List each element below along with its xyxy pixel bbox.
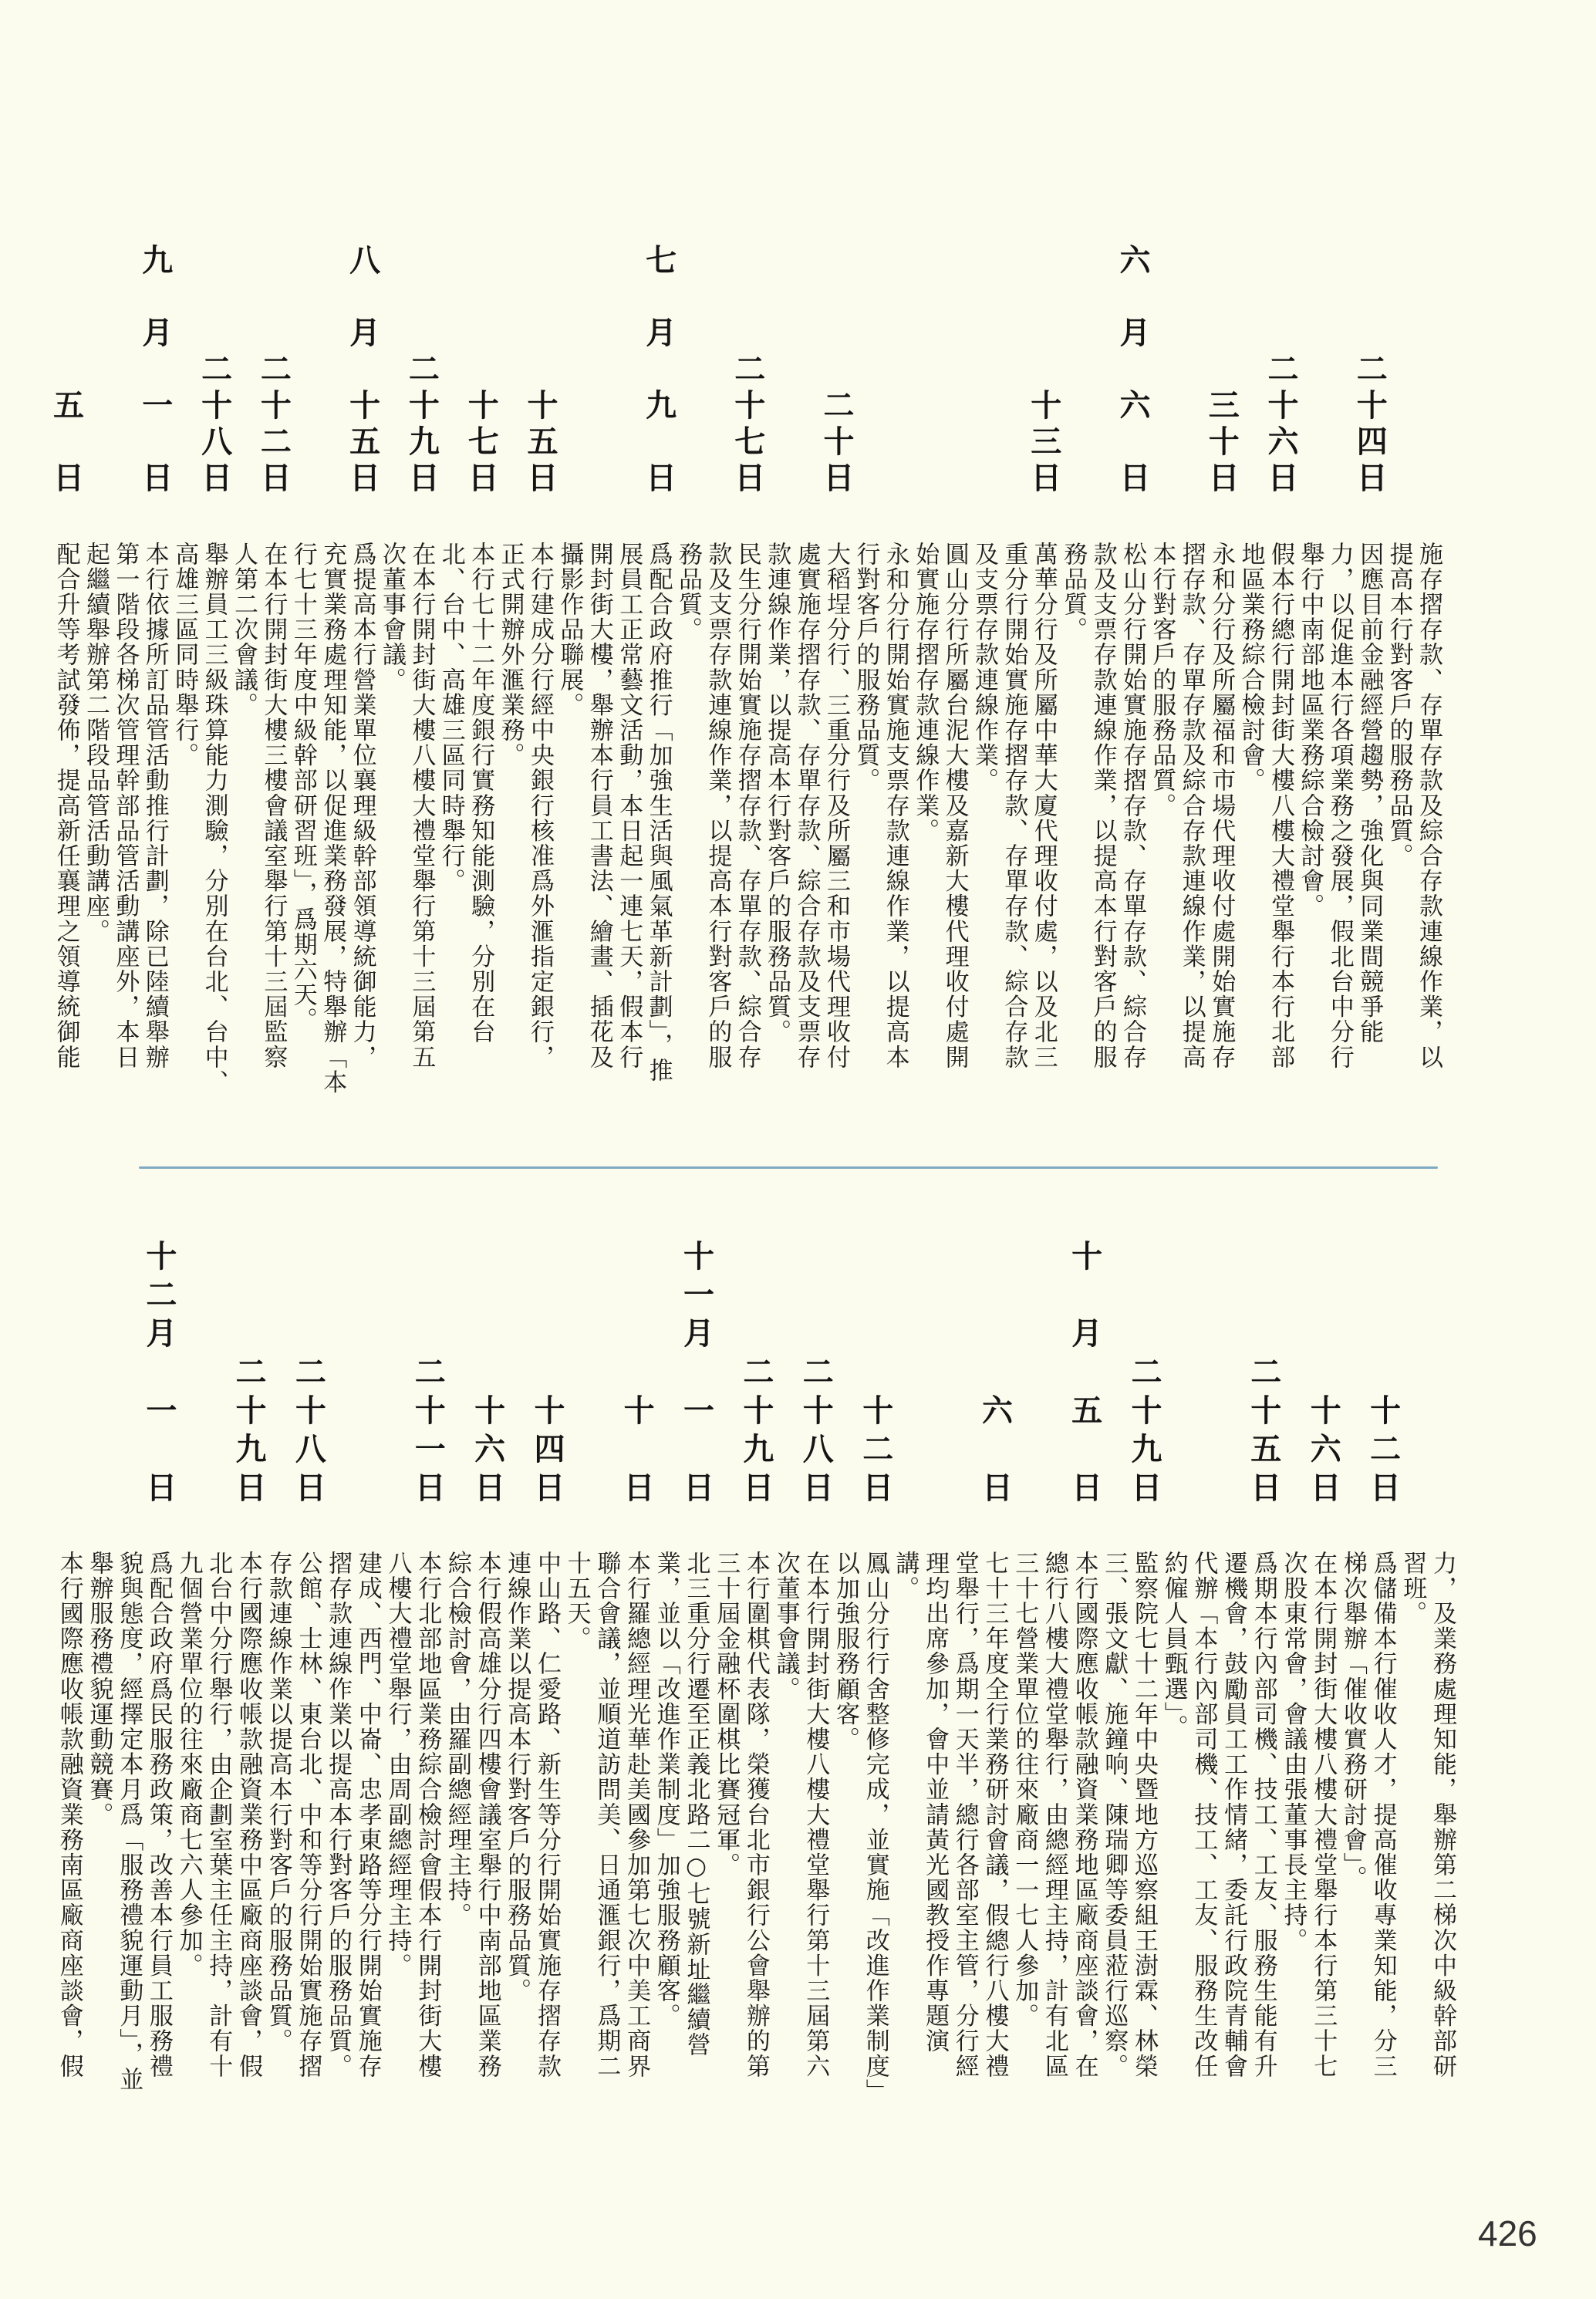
entry-text-column: 堂舉行，爲期一天半，總行各部室主管，分行經: [950, 1551, 979, 2079]
entry-text-column: 貌與態度，經擇定本月爲「服務禮貌運動月」，並: [115, 1551, 143, 2092]
entry-text-column: 本行七十二年度銀行實務知能測驗，分別在台: [467, 542, 495, 1045]
entry-text-column: 連線作業以提高本行對客戶的服務品質。: [503, 1551, 531, 2004]
entry-date: 十四日: [529, 1394, 565, 1510]
entry-text-column: 北台中分行舉行，由企劃室葉主任主持，計有十: [204, 1551, 233, 2079]
entry-text-column: 舉辦服務禮貌運動競賽。: [85, 1551, 113, 1828]
entry-text-column: 遷機會，鼓勵員工工作情緒，委託行政院青輔會: [1220, 1551, 1248, 2079]
month-label: 九月: [137, 244, 173, 389]
entry-text-column: 本行依據所訂品管活動推行計劃，除已陸續舉辦: [140, 542, 169, 1070]
entry-date: 二十九日: [737, 1355, 774, 1510]
entry-date: 二十七日: [729, 353, 765, 498]
entry-date: 二十九日: [1126, 1355, 1162, 1510]
entry-text-column: 攝影作品聯展。: [555, 542, 584, 718]
entry-text-column: 習班。: [1399, 1551, 1427, 1626]
entry-text-column: 代辦「本行內部司機、技工、工友、服務生改任: [1189, 1551, 1218, 2079]
entry-date: 二十九日: [231, 1355, 266, 1510]
entry-text-column: 開封街大樓，舉辦本行員工書法、繪畫、插花及: [585, 542, 613, 1070]
entry-text-column: 行七十三年度中級幹部研習班」，爲期六天。: [288, 542, 317, 1033]
page-number: 426: [1478, 2213, 1537, 2253]
entry-text-column: 以加強服務顧客。: [832, 1551, 859, 1752]
entry-text-column: 款及支票存款連線作業，以提高本行對客戶的服: [704, 542, 732, 1070]
entry-text-column: 約僱人員甄選」。: [1159, 1551, 1188, 1740]
entry-text-column: 在本行開封街大樓三樓會議室舉行第十三屆監察: [259, 542, 288, 1070]
entry-text-column: 爲配合政府爲民服務政策，改善本行員工服務禮: [144, 1551, 173, 2079]
entry-text-column: 八樓大禮堂舉行，由周副總經理主持。: [383, 1551, 412, 1979]
entry-text-column: 民生分行開始實施存摺存款、存單存款、綜合存: [733, 542, 761, 1070]
entry-text-column: 在本行開封街大樓八樓大禮堂舉行本行第三十七: [1309, 1551, 1338, 2079]
entry-text-column: 爲期本行內部司機、技工、工友、服務生能有升: [1249, 1551, 1277, 2079]
entry-text-column: 摺存款、存單存款及綜合存款連線作業，以提高: [1177, 542, 1206, 1070]
entry-text-column: 配合升等考試發佈，提高新任襄理之領導統御能: [52, 542, 80, 1070]
entry-text-column: 爲儲備本行催收人才，提高催收專業知能，分三: [1368, 1551, 1397, 2079]
entry-text-column: 因應目前金融經營趨勢，強化與同業間競爭能: [1355, 542, 1384, 1045]
entry-text-column: 起繼續舉辦第二階段品管活動講座。: [82, 542, 110, 944]
entry-date: 十二日: [1365, 1394, 1401, 1510]
entry-text-column: 三十七營業單位的往來廠商一一七人參加。: [1011, 1551, 1039, 2029]
entry-date: 九日: [640, 389, 677, 534]
entry-date: 二十八日: [196, 353, 232, 498]
entry-date: 六日: [977, 1394, 1013, 1548]
entry-text-column: 始實施存摺存款連線作業。: [911, 542, 940, 844]
entry-text-column: 九個營業單位的往來廠商七六人參加。: [174, 1551, 203, 1979]
entry-text-column: 處實施存摺存款、存單存款、綜合存款及支票存: [792, 542, 821, 1070]
entry-text-column: 本行北部地區業務綜合檢討會假本行開封街大樓: [413, 1551, 442, 2079]
entry-text-column: 公館、士林、東台北、中和等分行開始實施存摺: [294, 1551, 322, 2079]
entry-text-column: 提高本行對客戶的服務品質。: [1385, 542, 1413, 869]
entry-text-column: 充實業務處理知能，以促進業務發展，特舉辦「本: [319, 542, 347, 1095]
entry-text-column: 北、台中、高雄三區同時舉行。: [437, 542, 465, 894]
month-label: 六月: [1115, 244, 1150, 389]
entry-text-column: 七十三年度全行業務研討會議，假總行八樓大禮: [980, 1551, 1009, 2079]
entry-text-column: 本行國際應收帳款融資業務地區廠商座談會，在: [1070, 1551, 1098, 2079]
entry-date: 二十日: [818, 389, 854, 498]
entry-date: 十三日: [1025, 389, 1061, 498]
entry-text-column: 行對客戶的服務品質。: [852, 542, 880, 793]
entry-date: 十日: [619, 1394, 655, 1548]
entry-text-column: 本行圍棋代表隊，榮獲台北市銀行公會舉辦的第: [741, 1551, 770, 2079]
entry-text-column: 萬華分行及所屬中華大廈代理收付處，以及北三: [1029, 542, 1058, 1070]
entry-date: 二十五日: [1245, 1355, 1281, 1510]
entry-date: 二十八日: [290, 1355, 326, 1510]
entry-text-column: 人第二次會議。: [230, 542, 258, 718]
entry-text-column: 中山路、仁愛路、新生等分行開始實施存摺存款: [533, 1551, 561, 2079]
entry-text-column: 理均出席參加，會中並請黃光國教授作專題演: [921, 1551, 950, 2054]
month-label: 七月: [640, 244, 677, 389]
entry-text-column: 本行國際應收帳款融資業務南區廠商座談會，假: [55, 1551, 83, 2079]
entry-text-column: 本行對客戶的服務品質。: [1148, 542, 1176, 819]
entry-text-column: 及支票存款連線作業。: [970, 542, 998, 793]
entry-text-column: 款連線作業，以提高本行對客戶的服務品質。: [763, 542, 791, 1045]
entry-text-column: 三、張文獻、施鐘响、陳瑞卿等委員蒞行巡察。: [1100, 1551, 1129, 2079]
entry-text-column: 本行假高雄分行四樓會議室舉行中南部地區業務: [473, 1551, 501, 2079]
entry-date: 二十二日: [255, 353, 292, 498]
entry-text-column: 次董事會議。: [771, 1551, 800, 1702]
entry-date: 二十一日: [410, 1355, 446, 1510]
entry-text-column: 爲提高本行營業單位襄理級幹部領導統御能力，: [348, 542, 376, 1070]
entry-date: 二十六日: [1263, 353, 1298, 498]
entry-date: 一日: [140, 1394, 177, 1548]
entry-text-column: 梯次舉辦「催收實務研討會」。: [1338, 1551, 1367, 1891]
entry-text-column: 施存摺存款、存單存款及綜合存款連線作業，以: [1415, 542, 1442, 1070]
month-label: 十一月: [678, 1240, 714, 1355]
entry-text-column: 業，並以「改進作業制度」加強服務顧客。: [652, 1551, 680, 2029]
entry-text-column: 款及支票存款連線作業，以提高本行對客戶的服: [1088, 542, 1117, 1070]
entry-text-column: 舉行中南部地區業務綜合檢討會。: [1296, 542, 1324, 919]
entry-text-column: 本行羅總經理光華赴美國參加第七次中美工商界: [623, 1551, 651, 2079]
entry-date: 六日: [1115, 389, 1150, 534]
entry-text-column: 聯合會議，並順道訪問美、日通滙銀行，爲期二: [592, 1551, 621, 2079]
entry-text-column: 松山分行開始實施存摺存款、存單存款、綜合存: [1119, 542, 1146, 1070]
entry-date: 十五日: [522, 389, 558, 498]
entry-text-column: 重分行開始實施存摺存款、存單存款、綜合存款: [1000, 542, 1028, 1070]
entry-text-column: 本行建成分行經中央銀行核准爲外滙指定銀行，: [526, 542, 554, 1070]
entry-text-column: 圓山分行所屬台泥大樓及嘉新大樓代理收付處開: [940, 542, 969, 1070]
entry-text-column: 在本行開封街大樓八樓大禮堂舉行第十三屆第六: [801, 1551, 830, 2079]
entry-text-column: 摺存款連線作業以提高本行對客戶的服務品質。: [324, 1551, 353, 2079]
month-label: 十月: [1066, 1240, 1102, 1394]
entry-text-column: 本行國際應收帳款融資業務中區廠商座談會，假: [235, 1551, 262, 2079]
entry-date: 十七日: [463, 389, 499, 498]
entry-text-column: 務品質。: [674, 542, 702, 643]
entry-text-column: 北三重分行遷至正義北路二○七號新址繼續營: [682, 1551, 710, 2058]
entry-text-column: 次股東常會，會議由張董事長主持。: [1279, 1551, 1308, 1953]
entry-text-column: 假本行總行開封街大樓八樓大禮堂舉行本行北部: [1267, 542, 1294, 1070]
entry-text-column: 力，及業務處理知能，舉辦第二梯次中級幹部研: [1429, 1551, 1456, 2079]
entry-date: 二十八日: [798, 1355, 834, 1510]
entry-text-column: 次董事會議。: [378, 542, 406, 693]
entry-text-column: 鳳山分行行舍整修完成，並實施「改進作業制度」: [861, 1551, 889, 2105]
entry-text-column: 永和分行開始實施支票存款連線作業，以提高本: [881, 542, 909, 1070]
entry-date: 十六日: [1305, 1394, 1341, 1510]
entry-text-column: 展員工正常藝文活動，本日起一連七天，假本行: [615, 542, 643, 1070]
entry-date: 二十四日: [1351, 353, 1388, 498]
entry-text-column: 十五天。: [562, 1551, 591, 1652]
entry-date: 一日: [137, 389, 173, 534]
entry-text-column: 大稻埕分行、三重分行及所屬三和市場代理收付: [822, 542, 850, 1070]
entry-text-column: 務品質。: [1059, 542, 1088, 643]
entry-text-column: 舉辦員工三級珠算能力測驗，分別在台北、台中、: [200, 542, 228, 1095]
entry-text-column: 第一階段各梯次管理幹部品管活動講座外，本日: [111, 542, 140, 1070]
entry-text-column: 力，以促進本行各項業務之發展，假北台中分行: [1325, 542, 1354, 1070]
entry-text-column: 綜合檢討會，由羅副總經理主持。: [443, 1551, 471, 1928]
entry-text-column: 監察院七十二年中央暨地方巡察組王澍霖、林榮: [1130, 1551, 1158, 2079]
month-label: 十二月: [140, 1240, 177, 1355]
entry-text-column: 總行八樓大禮堂舉行，由總經理主持，計有北區: [1040, 1551, 1068, 2079]
entry-text-column: 建成、西門、中崙、忠孝東路等分行開始實施存: [353, 1551, 382, 2079]
entry-text-column: 地區業務綜合檢討會。: [1237, 542, 1265, 793]
entry-text-column: 爲配合政府推行「加強生活與風氣革新計劃」，推: [644, 542, 673, 1083]
entry-text-column: 在本行開封街大樓八樓大禮堂舉行第十三屆第五: [407, 542, 436, 1070]
entry-date: 十六日: [469, 1394, 505, 1510]
entry-text-column: 三十屆金融杯圍棋比賽冠軍。: [712, 1551, 741, 1878]
entry-date: 一日: [678, 1394, 714, 1548]
entry-text-column: 講。: [891, 1551, 919, 1602]
entry-text-column: 高雄三區同時舉行。: [170, 542, 199, 768]
entry-date: 五日: [1066, 1394, 1102, 1548]
entry-date: 二十九日: [403, 353, 440, 498]
entry-text-column: 永和分行及所屬福和市場代理收付處開始實施存: [1207, 542, 1236, 1070]
entry-date: 十五日: [344, 389, 380, 498]
entry-date: 三十日: [1203, 389, 1240, 498]
entry-text-column: 存款連線作業以提高本行對客戶的服務品質。: [264, 1551, 292, 2054]
entry-text-column: 正式開辦外滙業務。: [496, 542, 525, 768]
entry-date: 五日: [48, 389, 84, 534]
entry-date: 十二日: [857, 1394, 893, 1510]
month-label: 八月: [344, 244, 380, 389]
